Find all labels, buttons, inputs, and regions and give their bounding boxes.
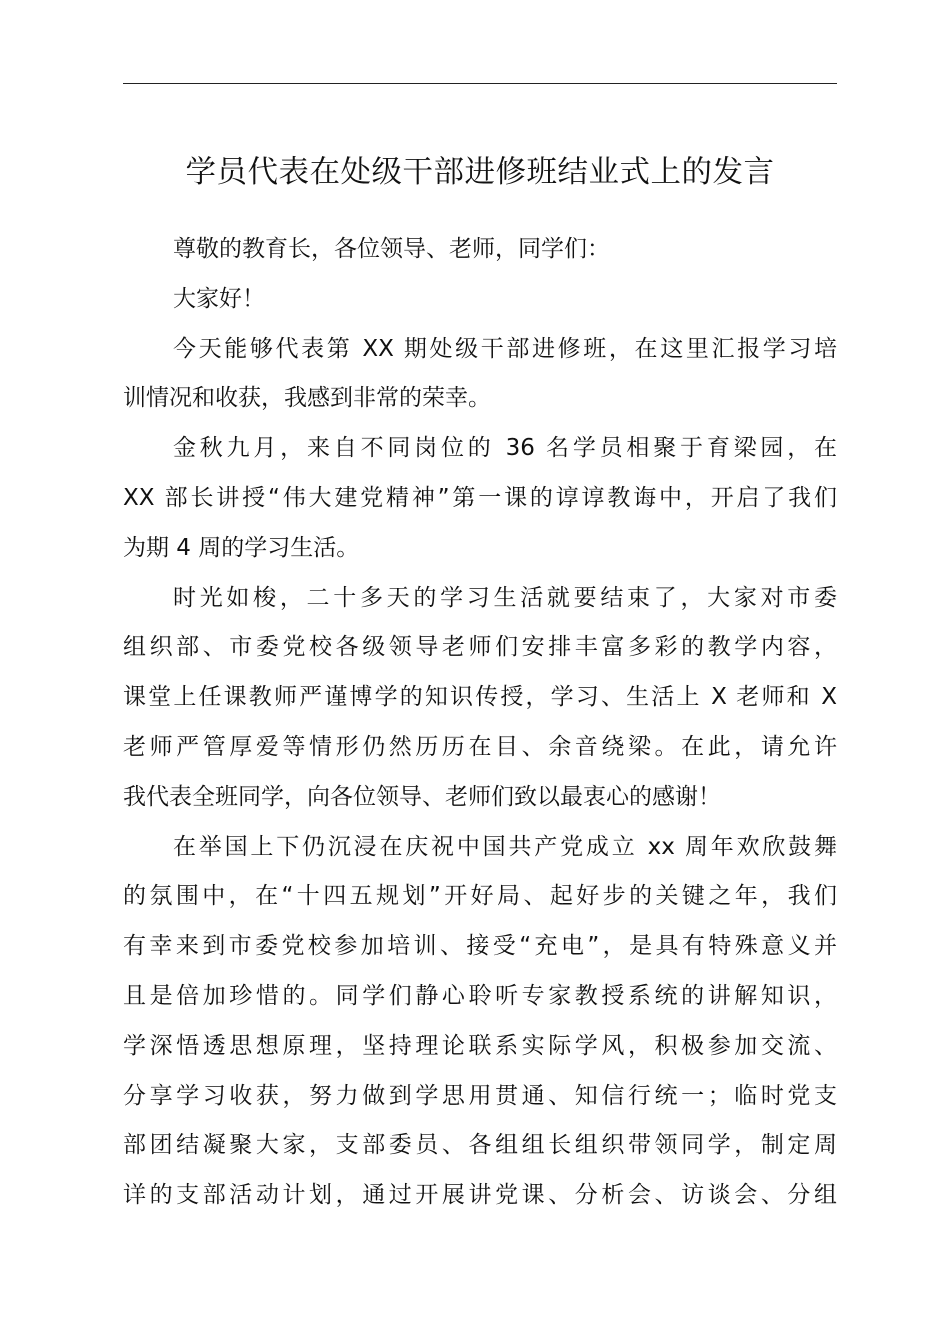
text-line: 我代表全班同学，向各位领导、老师们致以最衷心的感谢！ (123, 783, 721, 810)
text-line: 大家好！ (173, 285, 265, 312)
text-line: 有幸来到市委党校参加培训、接受“充电”，是具有特殊意义并 (123, 933, 837, 960)
document-body (123, 225, 837, 1221)
text-line: 为期 4 周的学习生活。 (123, 534, 360, 561)
text-line: 金秋九月，来自不同岗位的 36 名学员相聚于育梁园，在 (173, 435, 837, 462)
text-line: 时光如梭，二十多天的学习生活就要结束了，大家对市委 (173, 584, 837, 611)
text-line: 老师严管厚爱等情形仍然历历在目、余音绕梁。在此，请允许 (123, 733, 837, 760)
text-line: 在举国上下仍沉浸在庆祝中国共产党成立 xx 周年欢欣鼓舞 (173, 833, 837, 860)
text-line: 详的支部活动计划，通过开展讲党课、分析会、访谈会、分组 (123, 1182, 837, 1209)
header-rule (123, 83, 837, 84)
text-line: XX 部长讲授“伟大建党精神”第一课的谆谆教诲中，开启了我们 (123, 484, 837, 511)
text-line: 的氛围中，在“十四五规划”开好局、起好步的关键之年，我们 (123, 883, 837, 910)
text-line: 且是倍加珍惜的。同学们静心聆听专家教授系统的讲解知识， (123, 982, 837, 1009)
text-line: 今天能够代表第 XX 期处级干部进修班，在这里汇报学习培 (173, 335, 837, 362)
text-line: 尊敬的教育长，各位领导、老师，同学们： (173, 236, 610, 262)
text-line: 训情况和收获，我感到非常的荣幸。 (123, 385, 491, 412)
text-line: 课堂上任课教师严谨博学的知识传授，学习、生活上 X 老师和 X (123, 684, 837, 711)
text-line: 分享学习收获，努力做到学思用贯通、知信行统一；临时党支 (123, 1082, 837, 1109)
document-title: 学员代表在处级干部进修班结业式上的发言 (185, 155, 775, 190)
text-line: 部团结凝聚大家，支部委员、各组组长组织带领同学，制定周 (123, 1132, 837, 1159)
text-line: 组织部、市委党校各级领导老师们安排丰富多彩的教学内容， (123, 634, 837, 661)
text-line: 学深悟透思想原理，坚持理论联系实际学风，积极参加交流、 (123, 1032, 837, 1059)
